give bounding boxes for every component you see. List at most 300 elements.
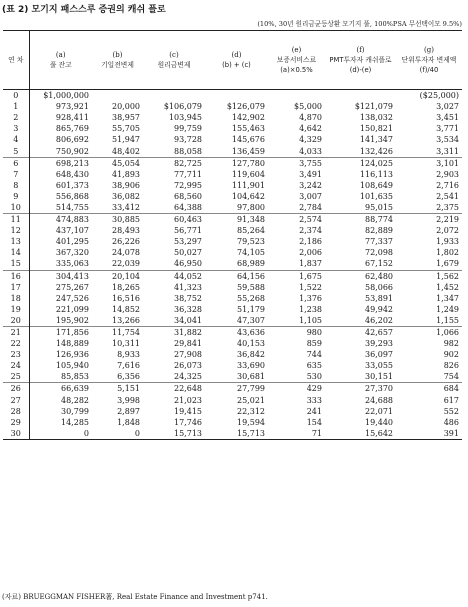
- table-row: [3, 225, 462, 236]
- value-cell: 486: [443, 417, 459, 427]
- value-cell: 68,989: [237, 259, 265, 269]
- value-cell: 39,293: [365, 339, 393, 349]
- value-cell: 116,113: [359, 169, 393, 179]
- year-cell: 20: [3, 315, 29, 327]
- value-cell: 91,348: [205, 214, 268, 226]
- value-cell: 1,155: [436, 315, 459, 325]
- table-row: [3, 304, 462, 315]
- year-cell: 14: [3, 247, 29, 258]
- value-cell: 38,957: [112, 113, 140, 123]
- value-cell: 20,104: [92, 270, 143, 282]
- value-cell: 31,882: [143, 326, 205, 338]
- column-header-letter: (d): [231, 51, 242, 59]
- value-cell: 95,015: [365, 202, 393, 212]
- value-cell: 865,769: [55, 124, 89, 134]
- table-row: [3, 247, 462, 258]
- value-cell: 36,082: [112, 191, 140, 201]
- value-cell: 5,151: [92, 383, 143, 395]
- value-cell: 2,541: [436, 191, 459, 201]
- table-row: [3, 293, 462, 304]
- value-cell: 19,594: [237, 417, 265, 427]
- value-cell: 982: [443, 339, 459, 349]
- value-cell: 88,774: [325, 214, 396, 226]
- column-header-letter: (f): [356, 46, 365, 54]
- year-cell: 11: [3, 214, 29, 226]
- year-cell: 5: [3, 145, 29, 157]
- value-cell: 27,799: [205, 383, 268, 395]
- value-cell: 3,101: [396, 157, 462, 169]
- value-cell: 552: [443, 406, 459, 416]
- table-row: [3, 134, 462, 145]
- value-cell: 698,213: [29, 157, 92, 169]
- value-cell: 43,636: [205, 326, 268, 338]
- value-cell: 85,264: [237, 226, 265, 236]
- table-row: [3, 371, 462, 383]
- table-row: [3, 326, 462, 338]
- value-cell: 391: [443, 428, 459, 438]
- value-cell: 19,440: [365, 417, 393, 427]
- table-header-row: [3, 31, 462, 90]
- year-cell: 25: [3, 371, 29, 383]
- value-cell: 2,903: [436, 169, 459, 179]
- value-cell: 93,728: [174, 135, 202, 145]
- value-cell: 684: [396, 383, 462, 395]
- value-cell: 77,337: [365, 237, 393, 247]
- value-cell: 36,328: [174, 304, 202, 314]
- value-cell: 55,705: [112, 124, 140, 134]
- value-cell: 56,771: [174, 226, 202, 236]
- column-header-label: (b) + (c): [222, 61, 251, 69]
- value-cell: 1,066: [396, 326, 462, 338]
- value-cell: 1,347: [436, 293, 459, 303]
- value-cell: 104,642: [231, 191, 265, 201]
- value-cell: 105,940: [55, 361, 89, 371]
- year-cell: 4: [3, 134, 29, 145]
- table-row: [3, 180, 462, 191]
- value-cell: 38,752: [174, 293, 202, 303]
- value-cell: 48,402: [112, 146, 140, 156]
- value-cell: 53,891: [365, 293, 393, 303]
- column-header-2: [92, 31, 143, 90]
- value-cell: 6,356: [117, 372, 140, 382]
- table-row: [3, 383, 462, 395]
- value-cell: 22,648: [143, 383, 205, 395]
- value-cell: 51,179: [237, 304, 265, 314]
- value-cell: 41,893: [112, 169, 140, 179]
- value-cell: 17,746: [174, 417, 202, 427]
- year-cell: 3: [3, 123, 29, 134]
- value-cell: 48,282: [61, 395, 89, 405]
- value-cell: 64,388: [174, 202, 202, 212]
- table-title: (표 2) 모기지 패스스루 증권의 캐쉬 플로: [2, 5, 166, 15]
- value-cell: 124,025: [325, 157, 396, 169]
- year-cell: 21: [3, 326, 29, 338]
- value-cell: 50,027: [174, 248, 202, 258]
- value-cell: 154: [306, 417, 322, 427]
- year-cell: 28: [3, 406, 29, 417]
- table-row: [3, 157, 462, 169]
- column-header-3: [143, 31, 205, 90]
- value-cell: 103,945: [168, 113, 202, 123]
- year-cell: 0: [3, 90, 29, 102]
- value-cell: 79,523: [237, 237, 265, 247]
- value-cell: 21,023: [174, 395, 202, 405]
- value-cell: 29,841: [174, 339, 202, 349]
- value-cell: 3,771: [436, 124, 459, 134]
- value-cell: 1,249: [436, 304, 459, 314]
- value-cell: 1,848: [117, 417, 140, 427]
- year-cell: 27: [3, 395, 29, 406]
- value-cell: 4,329: [299, 135, 322, 145]
- year-cell: 29: [3, 417, 29, 428]
- table-row: [3, 258, 462, 270]
- value-cell: $1,000,000: [43, 91, 89, 101]
- value-cell: 30,151: [365, 372, 393, 382]
- value-cell: 108,649: [359, 180, 393, 190]
- value-cell: 62,480: [325, 270, 396, 282]
- value-cell: 33,690: [237, 361, 265, 371]
- value-cell: 64,156: [205, 270, 268, 282]
- column-header-letter: (c): [169, 51, 179, 59]
- value-cell: 46,950: [174, 259, 202, 269]
- value-cell: 22,312: [237, 406, 265, 416]
- value-cell: 72,098: [365, 248, 393, 258]
- value-cell: 22,071: [365, 406, 393, 416]
- value-cell: 77,711: [174, 169, 202, 179]
- value-cell: 3,451: [436, 113, 459, 123]
- value-cell: 41,323: [174, 282, 202, 292]
- year-cell: 16: [3, 270, 29, 282]
- value-cell: 2,219: [396, 214, 462, 226]
- table-row: [3, 145, 462, 157]
- table-row: [3, 101, 462, 112]
- value-cell: 754: [443, 372, 459, 382]
- column-header-5: [268, 31, 325, 90]
- value-cell: 136,459: [231, 146, 265, 156]
- table-row: [3, 191, 462, 202]
- table-row: [3, 270, 462, 282]
- value-cell: 111,901: [231, 180, 265, 190]
- value-cell: 36,097: [365, 350, 393, 360]
- value-cell: 3,311: [436, 146, 459, 156]
- year-cell: 24: [3, 360, 29, 371]
- value-cell: 2,006: [299, 248, 322, 258]
- year-cell: 12: [3, 225, 29, 236]
- table-row: [3, 360, 462, 371]
- table-row: [3, 282, 462, 293]
- value-cell: 145,676: [231, 135, 265, 145]
- value-cell: $121,079: [354, 102, 393, 112]
- value-cell: 1,452: [436, 282, 459, 292]
- value-cell: $106,079: [163, 102, 202, 112]
- value-cell: 973,921: [55, 102, 89, 112]
- value-cell: 474,883: [29, 214, 92, 226]
- value-cell: 27,370: [325, 383, 396, 395]
- year-cell: 13: [3, 236, 29, 247]
- year-cell: 26: [3, 383, 29, 395]
- value-cell: 3,534: [436, 135, 459, 145]
- value-cell: 1,837: [299, 259, 322, 269]
- table-row: [3, 417, 462, 428]
- year-cell: 6: [3, 157, 29, 169]
- value-cell: 1,933: [436, 237, 459, 247]
- value-cell: 1,238: [299, 304, 322, 314]
- value-cell: 648,430: [55, 169, 89, 179]
- value-cell: 1,522: [299, 282, 322, 292]
- value-cell: 826: [443, 361, 459, 371]
- value-cell: 859: [306, 339, 322, 349]
- value-cell: 928,411: [55, 113, 89, 123]
- cashflow-table-container: [3, 30, 462, 440]
- value-cell: 49,942: [365, 304, 393, 314]
- year-cell: 22: [3, 338, 29, 349]
- value-cell: 68,560: [174, 191, 202, 201]
- value-cell: 30,681: [237, 372, 265, 382]
- value-cell: 141,347: [359, 135, 393, 145]
- value-cell: 980: [268, 326, 325, 338]
- table-row: [3, 315, 462, 327]
- value-cell: [205, 90, 268, 102]
- value-cell: 24,688: [365, 395, 393, 405]
- value-cell: 18,265: [112, 282, 140, 292]
- value-cell: $126,079: [226, 102, 265, 112]
- table-row: [3, 349, 462, 360]
- value-cell: 3,491: [299, 169, 322, 179]
- value-cell: 8,933: [117, 350, 140, 360]
- value-cell: 51,947: [112, 135, 140, 145]
- value-cell: 74,105: [237, 248, 265, 258]
- value-cell: 38,906: [112, 180, 140, 190]
- source-note: (자료) BRUEGGMAN FISHER著, Real Estate Finance and Investment p741.: [2, 593, 268, 601]
- value-cell: 72,995: [174, 180, 202, 190]
- value-cell: 71: [311, 428, 322, 438]
- value-cell: 25,021: [237, 395, 265, 405]
- value-cell: 2,574: [268, 214, 325, 226]
- value-cell: 1,675: [268, 270, 325, 282]
- year-cell: 30: [3, 428, 29, 439]
- table-row: [3, 112, 462, 123]
- value-cell: 2,897: [117, 406, 140, 416]
- value-cell: 28,493: [112, 226, 140, 236]
- value-cell: 26,226: [112, 237, 140, 247]
- year-cell: 10: [3, 202, 29, 214]
- year-cell: 2: [3, 112, 29, 123]
- value-cell: 1,376: [299, 293, 322, 303]
- value-cell: 97,800: [237, 202, 265, 212]
- year-cell: 8: [3, 180, 29, 191]
- value-cell: 142,902: [231, 113, 265, 123]
- value-cell: 2,375: [436, 202, 459, 212]
- year-cell: 15: [3, 258, 29, 270]
- column-header-letter: (g): [424, 46, 434, 54]
- column-header-0: [3, 31, 29, 90]
- value-cell: 15,642: [365, 428, 393, 438]
- value-cell: 82,725: [143, 157, 205, 169]
- value-cell: 601,373: [55, 180, 89, 190]
- value-cell: 333: [306, 395, 322, 405]
- value-cell: 556,868: [55, 191, 89, 201]
- table-row: [3, 236, 462, 247]
- value-cell: 11,754: [92, 326, 143, 338]
- value-cell: 40,153: [237, 339, 265, 349]
- value-cell: 221,099: [55, 304, 89, 314]
- column-header-label: 원리금변제: [157, 61, 191, 69]
- value-cell: 27,908: [174, 350, 202, 360]
- value-cell: 132,426: [359, 146, 393, 156]
- table-subtitle: (10%, 30년 원리금균등상환 모기지 풀, 100%PSA 무선택이모 9.5%): [257, 20, 462, 28]
- cashflow-table: [3, 31, 462, 439]
- table-row: [3, 169, 462, 180]
- value-cell: 148,889: [55, 339, 89, 349]
- value-cell: 635: [306, 361, 322, 371]
- table-row: [3, 123, 462, 134]
- value-cell: 14,852: [112, 304, 140, 314]
- value-cell: 22,039: [112, 259, 140, 269]
- value-cell: 0: [83, 428, 89, 438]
- value-cell: 367,320: [55, 248, 89, 258]
- value-cell: 530: [306, 372, 322, 382]
- value-cell: 15,713: [237, 428, 265, 438]
- value-cell: 275,267: [55, 282, 89, 292]
- value-cell: 514,755: [55, 202, 89, 212]
- value-cell: 33,055: [365, 361, 393, 371]
- value-cell: 806,692: [55, 135, 89, 145]
- value-cell: 24,078: [112, 248, 140, 258]
- value-cell: 36,842: [237, 350, 265, 360]
- value-cell: 247,526: [55, 293, 89, 303]
- value-cell: 2,072: [436, 226, 459, 236]
- value-cell: 127,780: [205, 157, 268, 169]
- column-header-letter: (e): [291, 46, 302, 54]
- column-header-1: [29, 31, 92, 90]
- value-cell: 34,041: [174, 315, 202, 325]
- value-cell: 24,325: [174, 372, 202, 382]
- value-cell: 47,307: [237, 315, 265, 325]
- value-cell: [92, 90, 143, 102]
- value-cell: 437,107: [55, 226, 89, 236]
- column-header-letter: (a): [55, 51, 66, 59]
- value-cell: [143, 90, 205, 102]
- value-cell: 150,821: [359, 124, 393, 134]
- value-cell: 1,562: [396, 270, 462, 282]
- year-cell: 17: [3, 282, 29, 293]
- value-cell: 2,186: [299, 237, 322, 247]
- value-cell: 155,463: [231, 124, 265, 134]
- value-cell: 401,295: [55, 237, 89, 247]
- value-cell: 119,604: [231, 169, 265, 179]
- value-cell: 304,413: [29, 270, 92, 282]
- value-cell: 99,759: [174, 124, 202, 134]
- value-cell: 126,936: [55, 350, 89, 360]
- value-cell: 2,374: [299, 226, 322, 236]
- table-row: [3, 395, 462, 406]
- value-cell: 66,639: [29, 383, 92, 395]
- value-cell: 10,311: [112, 339, 140, 349]
- value-cell: 4,870: [299, 113, 322, 123]
- value-cell: 88,058: [174, 146, 202, 156]
- value-cell: 82,889: [365, 226, 393, 236]
- value-cell: 195,902: [55, 315, 89, 325]
- value-cell: 7,616: [117, 361, 140, 371]
- value-cell: 101,635: [359, 191, 393, 201]
- value-cell: 58,066: [365, 282, 393, 292]
- table-row: [3, 90, 462, 102]
- value-cell: 744: [306, 350, 322, 360]
- value-cell: 335,063: [55, 259, 89, 269]
- column-header-label: PMT투자자 캐쉬플로 (d)-(e): [329, 56, 392, 74]
- year-cell: 1: [3, 101, 29, 112]
- table-row: [3, 428, 462, 439]
- value-cell: 33,412: [112, 202, 140, 212]
- value-cell: 13,266: [112, 315, 140, 325]
- value-cell: 67,152: [365, 259, 393, 269]
- year-cell: 9: [3, 191, 29, 202]
- value-cell: 750,902: [55, 146, 89, 156]
- value-cell: 19,415: [174, 406, 202, 416]
- value-cell: 60,463: [143, 214, 205, 226]
- value-cell: 1,105: [299, 315, 322, 325]
- value-cell: 30,885: [92, 214, 143, 226]
- column-header-label: 단위투자자 변제액 (f)/40: [401, 56, 457, 74]
- year-cell: 18: [3, 293, 29, 304]
- value-cell: 1,802: [436, 248, 459, 258]
- value-cell: 42,657: [325, 326, 396, 338]
- value-cell: 46,202: [365, 315, 393, 325]
- value-cell: [268, 90, 325, 102]
- table-row: [3, 406, 462, 417]
- value-cell: 3,007: [299, 191, 322, 201]
- column-header-label: 기일전변제: [101, 61, 134, 69]
- table-body: [3, 90, 462, 439]
- value-cell: [325, 90, 396, 102]
- value-cell: ($25,000): [419, 91, 459, 101]
- year-cell: 23: [3, 349, 29, 360]
- value-cell: 241: [306, 406, 322, 416]
- value-cell: 1,679: [436, 259, 459, 269]
- value-cell: 3,027: [436, 102, 459, 112]
- table-row: [3, 338, 462, 349]
- value-cell: 3,998: [117, 395, 140, 405]
- value-cell: 171,856: [29, 326, 92, 338]
- value-cell: 3,242: [299, 180, 322, 190]
- value-cell: 429: [268, 383, 325, 395]
- year-cell: 7: [3, 169, 29, 180]
- value-cell: 85,853: [61, 372, 89, 382]
- value-cell: 45,054: [92, 157, 143, 169]
- table-row: [3, 214, 462, 226]
- value-cell: 4,642: [299, 124, 322, 134]
- value-cell: 30,799: [61, 406, 89, 416]
- column-header-7: [396, 31, 462, 90]
- column-header-label: 연 차: [8, 56, 24, 64]
- value-cell: 44,052: [143, 270, 205, 282]
- value-cell: 138,032: [359, 113, 393, 123]
- value-cell: 26,073: [174, 361, 202, 371]
- value-cell: 53,297: [174, 237, 202, 247]
- value-cell: 15,713: [174, 428, 202, 438]
- value-cell: 16,516: [112, 293, 140, 303]
- value-cell: 59,588: [237, 282, 265, 292]
- value-cell: 3,755: [268, 157, 325, 169]
- table-row: [3, 202, 462, 214]
- value-cell: 902: [443, 350, 459, 360]
- value-cell: 2,784: [299, 202, 322, 212]
- value-cell: 55,268: [237, 293, 265, 303]
- value-cell: $5,000: [294, 102, 322, 112]
- value-cell: 2,716: [436, 180, 459, 190]
- column-header-label: 풀 잔고: [49, 61, 72, 69]
- column-header-label: 보증서비스료 (a)×0.5%: [276, 56, 317, 74]
